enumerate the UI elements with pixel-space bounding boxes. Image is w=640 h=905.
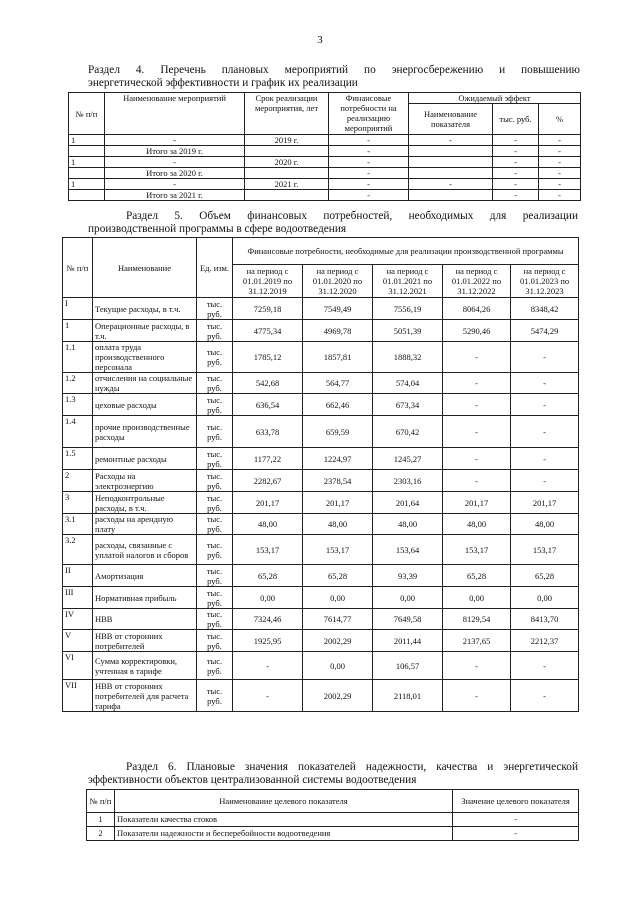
cell-term: 2019 г. (245, 135, 329, 146)
cell-value: 1177,22 (233, 448, 303, 470)
cell-name: прочие производственные расходы (93, 416, 197, 448)
cell-name: Итого за 2020 г. (105, 168, 245, 179)
table-row (69, 135, 581, 146)
cell-value: 7549,49 (303, 298, 373, 320)
cell-value: - (511, 416, 579, 448)
cell-value: 153,17 (511, 535, 579, 565)
cell-num: VI (63, 652, 93, 680)
cell-unit: тыс. руб. (197, 492, 233, 514)
cell-value: 0,00 (303, 652, 373, 680)
cell-percent: - (539, 168, 581, 179)
cell-value: - (233, 652, 303, 680)
cell-num: 1 (69, 157, 105, 168)
cell-name: Операционные расходы, в т.ч. (93, 320, 197, 342)
cell-value: 93,39 (373, 565, 443, 587)
cell-num (69, 168, 105, 179)
table-row (63, 514, 579, 535)
cell-name: Текущие расходы, в т.ч. (93, 298, 197, 320)
cell-num: 1 (63, 320, 93, 342)
section5-heading (88, 210, 578, 236)
cell-value: 4969,78 (303, 320, 373, 342)
cell-value: 1925,95 (233, 630, 303, 652)
header-name: Наименование мероприятий (105, 93, 245, 135)
cell-term (245, 190, 329, 201)
cell-percent: - (539, 179, 581, 190)
cell-value: 4775,34 (233, 320, 303, 342)
section5-heading-line2: производственной программы в сфере водоотведения (88, 223, 347, 235)
cell-value: 201,64 (373, 492, 443, 514)
cell-term: 2021 г. (245, 179, 329, 190)
section6-heading-line1: Раздел 6. Плановые значения показателей надежности, качества и энергетической (126, 761, 578, 773)
cell-value: 5290,46 (443, 320, 511, 342)
cell-name: Итого за 2021 г. (105, 190, 245, 201)
header-group: Финансовые потребности, необходимые для реализации производственной программы (233, 238, 579, 265)
cell-num: V (63, 630, 93, 652)
table-row (63, 448, 579, 470)
cell-value: 0,00 (443, 587, 511, 609)
table-row (63, 373, 579, 394)
table-row (63, 394, 579, 416)
cell-value: - (443, 470, 511, 492)
cell-unit: тыс. руб. (197, 394, 233, 416)
header-effect: Ожидаемый эффект (409, 93, 581, 104)
header-unit: Ед. изм. (197, 238, 233, 298)
table-row (63, 320, 579, 342)
section6-table (86, 789, 579, 841)
header-percent: % (539, 104, 581, 135)
cell-finance: - (329, 179, 409, 190)
header-name: Наименование целевого показателя (115, 790, 453, 813)
page-number: 3 (317, 34, 323, 46)
cell-value: 2002,29 (303, 630, 373, 652)
cell-value: - (443, 373, 511, 394)
cell-name: расходы на арендную плату (93, 514, 197, 535)
cell-finance: - (329, 157, 409, 168)
cell-value: 564,77 (303, 373, 373, 394)
cell-value: 542,68 (233, 373, 303, 394)
cell-num: IV (63, 609, 93, 630)
header-period: на период с 01.01.2020 по 31.12.2020 (303, 265, 373, 298)
cell-num: 1 (69, 179, 105, 190)
cell-num: 1.4 (63, 416, 93, 448)
cell-value: 5474,29 (511, 320, 579, 342)
cell-value: - (443, 342, 511, 373)
cell-value: - (443, 652, 511, 680)
header-term: Срок реализации мероприятия, лет (245, 93, 329, 135)
cell-name: оплата труда производственного персонала (93, 342, 197, 373)
cell-thousand: - (493, 179, 539, 190)
cell-value: 670,42 (373, 416, 443, 448)
cell-indicator: - (409, 179, 493, 190)
header-num: № п/п (63, 238, 93, 298)
cell-value: 7324,46 (233, 609, 303, 630)
cell-unit: тыс. руб. (197, 565, 233, 587)
header-period: на период с 01.01.2023 по 31.12.2023 (511, 265, 579, 298)
cell-name: Расходы на электроэнергию (93, 470, 197, 492)
cell-value: 153,17 (303, 535, 373, 565)
cell-thousand: - (493, 168, 539, 179)
cell-value: 2002,29 (303, 680, 373, 712)
cell-num: 1.5 (63, 448, 93, 470)
cell-num: VII (63, 680, 93, 712)
cell-unit: тыс. руб. (197, 448, 233, 470)
cell-value: - (453, 827, 579, 841)
cell-value: - (233, 680, 303, 712)
cell-value: - (443, 394, 511, 416)
cell-name: Нормативная прибыль (93, 587, 197, 609)
cell-percent: - (539, 146, 581, 157)
cell-value: 48,00 (233, 514, 303, 535)
cell-name: - (105, 157, 245, 168)
cell-finance: - (329, 168, 409, 179)
cell-finance: - (329, 146, 409, 157)
cell-num: I (63, 298, 93, 320)
table-row (69, 168, 581, 179)
cell-value: 2303,16 (373, 470, 443, 492)
header-period: на период с 01.01.2021 по 31.12.2021 (373, 265, 443, 298)
cell-num: 3.2 (63, 535, 93, 565)
cell-unit: тыс. руб. (197, 416, 233, 448)
cell-percent: - (539, 157, 581, 168)
table-row (63, 470, 579, 492)
cell-name: Сумма корректировки, учтенная в тарифе (93, 652, 197, 680)
cell-value: 153,17 (233, 535, 303, 565)
table-row (63, 652, 579, 680)
table-row (63, 565, 579, 587)
cell-percent: - (539, 135, 581, 146)
cell-unit: тыс. руб. (197, 373, 233, 394)
cell-name: расходы, связанные с уплатой налогов и сборов (93, 535, 197, 565)
cell-name: отчисления на социальные нужды (93, 373, 197, 394)
cell-value: 636,54 (233, 394, 303, 416)
cell-num: 3 (63, 492, 93, 514)
header-num: № п/п (69, 93, 105, 135)
header-period: на период с 01.01.2022 по 31.12.2022 (443, 265, 511, 298)
cell-value: - (511, 394, 579, 416)
cell-value: 153,64 (373, 535, 443, 565)
cell-num (69, 146, 105, 157)
section5-heading-line1: Раздел 5. Объем финансовых потребностей, необходимых для реализации (126, 210, 578, 222)
cell-value: 2011,44 (373, 630, 443, 652)
cell-value: 7556,19 (373, 298, 443, 320)
cell-indicator (409, 168, 493, 179)
cell-indicator (409, 190, 493, 201)
table-row (63, 416, 579, 448)
cell-indicator: - (409, 135, 493, 146)
cell-value: 1785,12 (233, 342, 303, 373)
section5-table (62, 237, 579, 712)
cell-value: 48,00 (303, 514, 373, 535)
cell-name: цеховые расходы (93, 394, 197, 416)
table-row (63, 535, 579, 565)
cell-name: Амортизация (93, 565, 197, 587)
cell-value: - (443, 416, 511, 448)
cell-value: 0,00 (511, 587, 579, 609)
cell-unit: тыс. руб. (197, 630, 233, 652)
cell-value: 8064,26 (443, 298, 511, 320)
cell-value: 2378,54 (303, 470, 373, 492)
section4-heading-line2: энергетической эффективности и график их реализации (88, 77, 358, 89)
cell-num: 1.1 (63, 342, 93, 373)
section4-table (68, 92, 581, 201)
cell-value: - (511, 448, 579, 470)
cell-value: 65,28 (511, 565, 579, 587)
cell-value: - (511, 342, 579, 373)
cell-unit: тыс. руб. (197, 535, 233, 565)
cell-unit: тыс. руб. (197, 298, 233, 320)
header-thousand: тыс. руб. (493, 104, 539, 135)
cell-term: 2020 г. (245, 157, 329, 168)
cell-num: 1 (69, 135, 105, 146)
cell-unit: тыс. руб. (197, 470, 233, 492)
cell-thousand: - (493, 190, 539, 201)
cell-value: 0,00 (303, 587, 373, 609)
cell-num: II (63, 565, 93, 587)
cell-value: 65,28 (303, 565, 373, 587)
cell-value: - (511, 470, 579, 492)
table-row (87, 827, 579, 841)
cell-num: 3.1 (63, 514, 93, 535)
cell-num: 2 (87, 827, 115, 841)
cell-value: 201,17 (443, 492, 511, 514)
table-row (63, 587, 579, 609)
table-row (63, 609, 579, 630)
cell-finance: - (329, 135, 409, 146)
header-finance: Финансовые потребности на реализацию мероприятий (329, 93, 409, 135)
table-row (63, 342, 579, 373)
cell-name: Показатели качества стоков (115, 813, 453, 827)
cell-value: 633,78 (233, 416, 303, 448)
cell-value: 201,17 (233, 492, 303, 514)
cell-value: 65,28 (233, 565, 303, 587)
cell-name: Неподконтрольные расходы, в т.ч. (93, 492, 197, 514)
cell-percent: - (539, 190, 581, 201)
table-row (69, 146, 581, 157)
cell-value: - (443, 680, 511, 712)
section4-heading (88, 64, 580, 90)
cell-value: 0,00 (233, 587, 303, 609)
header-value: Значение целевого показателя (453, 790, 579, 813)
cell-value: 8129,54 (443, 609, 511, 630)
cell-value: 1224,97 (303, 448, 373, 470)
cell-value: 201,17 (303, 492, 373, 514)
cell-value: 106,57 (373, 652, 443, 680)
cell-unit: тыс. руб. (197, 514, 233, 535)
cell-thousand: - (493, 135, 539, 146)
cell-num: 1 (87, 813, 115, 827)
cell-value: 153,17 (443, 535, 511, 565)
cell-num: 2 (63, 470, 93, 492)
section4-heading-line1: Раздел 4. Перечень плановых мероприятий по энергосбережению и повышению (88, 64, 580, 76)
cell-term (245, 168, 329, 179)
cell-value: 48,00 (443, 514, 511, 535)
cell-value: 659,59 (303, 416, 373, 448)
section6-heading (88, 761, 578, 787)
header-indicator: Наименование показателя (409, 104, 493, 135)
table-row (69, 179, 581, 190)
cell-value: 0,00 (373, 587, 443, 609)
cell-unit: тыс. руб. (197, 680, 233, 712)
cell-name: - (105, 179, 245, 190)
table-row (69, 157, 581, 168)
cell-value: 48,00 (511, 514, 579, 535)
cell-value: 1245,27 (373, 448, 443, 470)
cell-value: 48,00 (373, 514, 443, 535)
cell-value: 673,34 (373, 394, 443, 416)
cell-value: - (511, 652, 579, 680)
cell-num: III (63, 587, 93, 609)
table-row (87, 813, 579, 827)
header-num: № п/п (87, 790, 115, 813)
cell-value: 65,28 (443, 565, 511, 587)
cell-value: 662,46 (303, 394, 373, 416)
table-row (63, 492, 579, 514)
cell-value: 2118,01 (373, 680, 443, 712)
header-name: Наименование (93, 238, 197, 298)
cell-name: НВВ от сторонних потребителей для расчета тарифа (93, 680, 197, 712)
cell-name: НВВ от сторонних потребителей (93, 630, 197, 652)
cell-num: 1.2 (63, 373, 93, 394)
cell-thousand: - (493, 157, 539, 168)
cell-value: 1857,81 (303, 342, 373, 373)
cell-value: - (511, 680, 579, 712)
cell-name: ремонтные расходы (93, 448, 197, 470)
cell-value: 2137,65 (443, 630, 511, 652)
cell-value: 8413,70 (511, 609, 579, 630)
cell-unit: тыс. руб. (197, 342, 233, 373)
cell-name: Итого за 2019 г. (105, 146, 245, 157)
cell-unit: тыс. руб. (197, 320, 233, 342)
cell-value: 8348,42 (511, 298, 579, 320)
cell-name: НВВ (93, 609, 197, 630)
section6-heading-line2: эффективности объектов централизованной системы водоотведения (88, 774, 417, 786)
cell-unit: тыс. руб. (197, 609, 233, 630)
cell-value: 201,17 (511, 492, 579, 514)
cell-name: Показатели надежности и бесперебойности водоотведения (115, 827, 453, 841)
cell-num: 1.3 (63, 394, 93, 416)
cell-value: 574,04 (373, 373, 443, 394)
table-row (69, 190, 581, 201)
cell-indicator (409, 146, 493, 157)
cell-value: 7649,58 (373, 609, 443, 630)
table-row (63, 298, 579, 320)
header-period: на период с 01.01.2019 по 31.12.2019 (233, 265, 303, 298)
cell-value: 7614,77 (303, 609, 373, 630)
cell-value: - (453, 813, 579, 827)
cell-unit: тыс. руб. (197, 652, 233, 680)
cell-value: 1888,32 (373, 342, 443, 373)
cell-value: 7259,18 (233, 298, 303, 320)
cell-thousand: - (493, 146, 539, 157)
cell-finance: - (329, 190, 409, 201)
cell-unit: тыс. руб. (197, 587, 233, 609)
table-row (63, 680, 579, 712)
cell-value: 2212,37 (511, 630, 579, 652)
cell-value: 2282,67 (233, 470, 303, 492)
cell-value: 5051,39 (373, 320, 443, 342)
cell-indicator (409, 157, 493, 168)
table-row (63, 630, 579, 652)
cell-term (245, 146, 329, 157)
cell-name: - (105, 135, 245, 146)
cell-value: - (511, 373, 579, 394)
cell-num (69, 190, 105, 201)
cell-value: - (443, 448, 511, 470)
